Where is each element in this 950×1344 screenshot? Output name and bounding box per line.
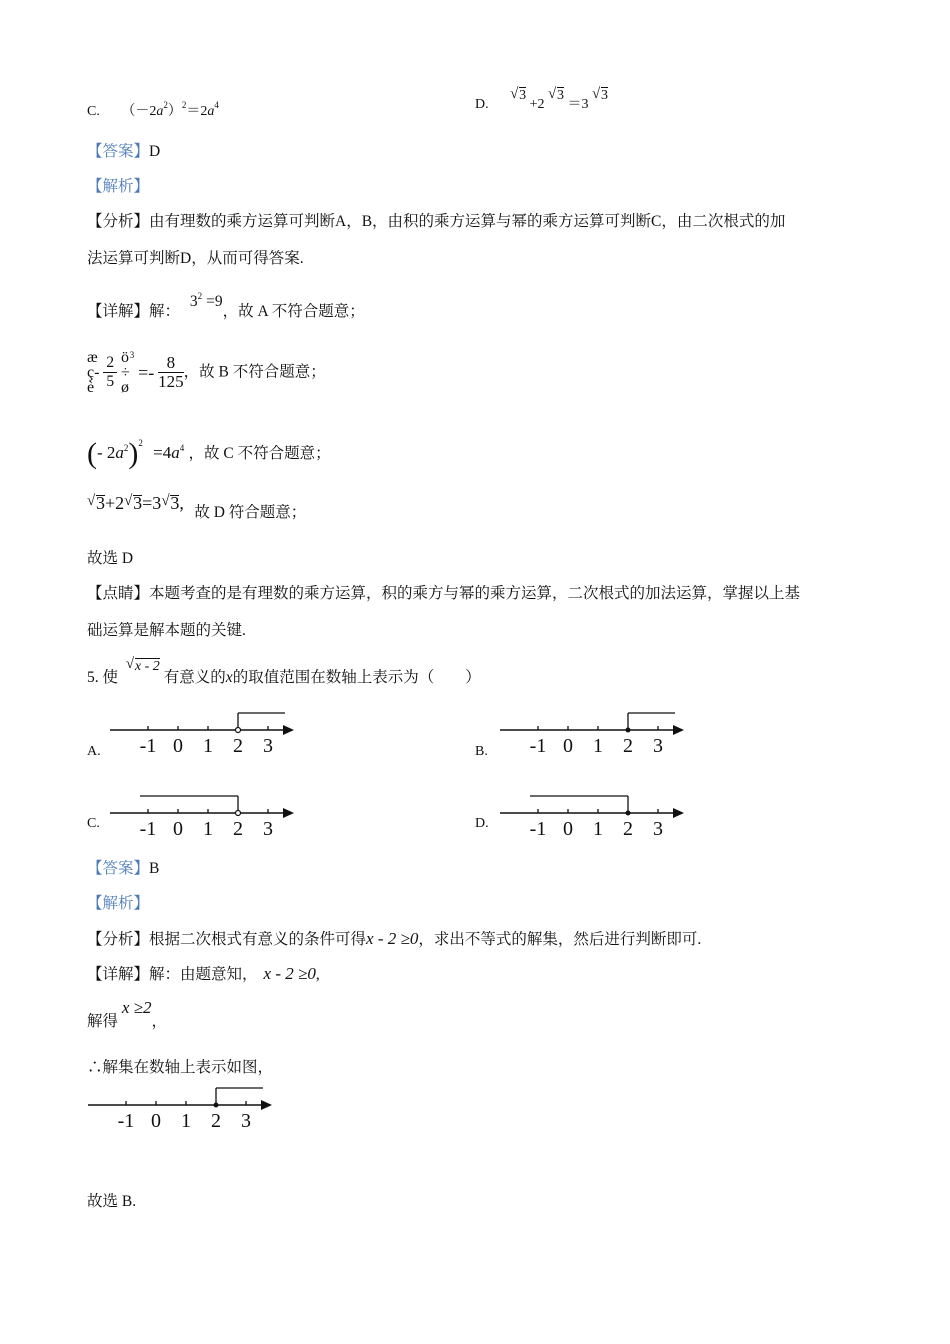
answer-tag: 【答案】 xyxy=(87,143,150,160)
tick-label: 3 xyxy=(263,735,273,757)
sqrt: √ 3 xyxy=(161,493,179,513)
tick-label: 0 xyxy=(173,818,183,840)
tick-label: -1 xyxy=(117,1110,135,1132)
fraction: $\frac{2}{5}$ xyxy=(103,354,117,391)
q4-detail-b: æ ç- è $\frac{2}{5}$ ö ÷ ø $^3$ =- $\frac{8}{125}$ ，故 B 不符合题意； xyxy=(87,348,326,396)
tick-label: 0 xyxy=(173,735,183,757)
q4-detail-a: 【详解】解： $3^2 =9$，故 A 不符合题意； xyxy=(87,291,365,320)
tick-label: 3 xyxy=(241,1110,251,1132)
q5-analysis-tag: 【解析】 xyxy=(87,895,150,912)
sqrt: √ 3 xyxy=(124,493,142,513)
number-line-solution xyxy=(78,1081,278,1141)
number-line-d xyxy=(490,789,690,849)
q5-option-b-label: B. xyxy=(475,744,488,759)
q4-dianjing-line2: 础运算是解本题的关键. xyxy=(87,622,246,639)
number-line-b xyxy=(490,706,690,766)
q5-option-d-label: D. xyxy=(475,816,489,831)
number-line-c xyxy=(100,789,300,849)
tick-label: 0 xyxy=(563,735,573,757)
tick-label: 3 xyxy=(653,818,663,840)
option-label: D. xyxy=(475,97,489,112)
tick-label: -1 xyxy=(529,735,547,757)
q4-fenxi-line1: 【分析】由有理数的乘方运算可判断A，B，由积的乘方运算与幂的乘方运算可判断C，由二次根式的加 xyxy=(87,213,786,230)
sqrt: √ 3 xyxy=(510,86,526,106)
option-label: C. xyxy=(87,104,100,119)
tick-label: -1 xyxy=(139,818,157,840)
q4-answer: 【答案】D xyxy=(87,143,161,160)
sqrt: √ 3 xyxy=(87,493,105,513)
tick-label: -1 xyxy=(529,818,547,840)
fenxi-tag: 【分析】 xyxy=(87,213,150,230)
option-d-prev: D. √ 3 +2 √ 3 ＝3 √ 3 xyxy=(475,95,590,115)
q5-xiangjie: 【详解】解：由题意知， x - 2 ≥0, xyxy=(87,964,320,983)
tick-label: 2 xyxy=(233,818,243,840)
q5-fenxi: 【分析】根据二次根式有意义的条件可得x - 2 ≥0，求出不等式的解集，然后进行判断即可. xyxy=(87,929,702,948)
sqrt: √ 3 xyxy=(592,86,608,106)
tick-label: -1 xyxy=(139,735,157,757)
tick-label: 0 xyxy=(563,818,573,840)
q4-detail-d: √ 3+2√ 3=3√ 3, 故 D 符合题意； xyxy=(87,493,306,519)
q5-option-a-label: A. xyxy=(87,744,101,759)
number-line-a xyxy=(100,706,300,766)
sqrt: √ 3 xyxy=(548,86,564,106)
option-c-prev: C. $(-2a^2)^2=2a^4$ xyxy=(87,100,219,119)
tick-label: 2 xyxy=(233,735,243,757)
tick-label: 0 xyxy=(151,1110,161,1132)
tick-label: 1 xyxy=(181,1110,191,1132)
garbled-right-bracket: ö ÷ ø xyxy=(120,348,130,396)
xiangjie-tag: 【详解】 xyxy=(87,303,150,320)
garbled-left-bracket: æ ç- è xyxy=(87,348,100,396)
q4-choose: 故选 D xyxy=(87,550,134,567)
tick-label: 2 xyxy=(623,818,633,840)
q4-dianjing-line1: 【点睛】本题考查的是有理数的乘方运算，积的乘方与幂的乘方运算，二次根式的加法运算，掌握以上基 xyxy=(87,585,801,602)
fenxi-tag: 【分析】 xyxy=(87,931,150,948)
tick-label: 3 xyxy=(653,735,663,757)
tick-label: 2 xyxy=(623,735,633,757)
xiangjie-tag: 【详解】 xyxy=(87,966,150,983)
q4-analysis-tag: 【解析】 xyxy=(87,178,150,195)
q5-stem: 5. 使 √ x - 2有意义的x的取值范围在数轴上表示为（ ） xyxy=(87,668,481,688)
dianjing-tag: 【点睛】 xyxy=(87,585,150,602)
fraction: $\frac{8}{125}$ xyxy=(158,352,184,391)
tick-label: 2 xyxy=(211,1110,221,1132)
q4-detail-c: (- $2a^2)^2 =4a^4$ ，故 C 不符合题意； xyxy=(87,437,331,471)
tick-label: 1 xyxy=(203,735,213,757)
sqrt: √ x - 2 xyxy=(126,656,160,676)
q5-jiede: 解得 x ≥2， xyxy=(87,998,168,1030)
answer-tag: 【答案】 xyxy=(87,860,150,877)
q5-therefore: ∴解集在数轴上表示如图， xyxy=(87,1059,274,1076)
q5-answer: 【答案】B xyxy=(87,860,160,877)
q5-option-c-label: C. xyxy=(87,816,100,831)
q5-choose: 故选 B. xyxy=(87,1193,137,1210)
tick-label: 1 xyxy=(593,735,603,757)
tick-label: 3 xyxy=(263,818,273,840)
tick-label: 1 xyxy=(203,818,213,840)
q4-fenxi-line2: 法运算可判断D，从而可得答案. xyxy=(87,250,304,267)
tick-label: 1 xyxy=(593,818,603,840)
